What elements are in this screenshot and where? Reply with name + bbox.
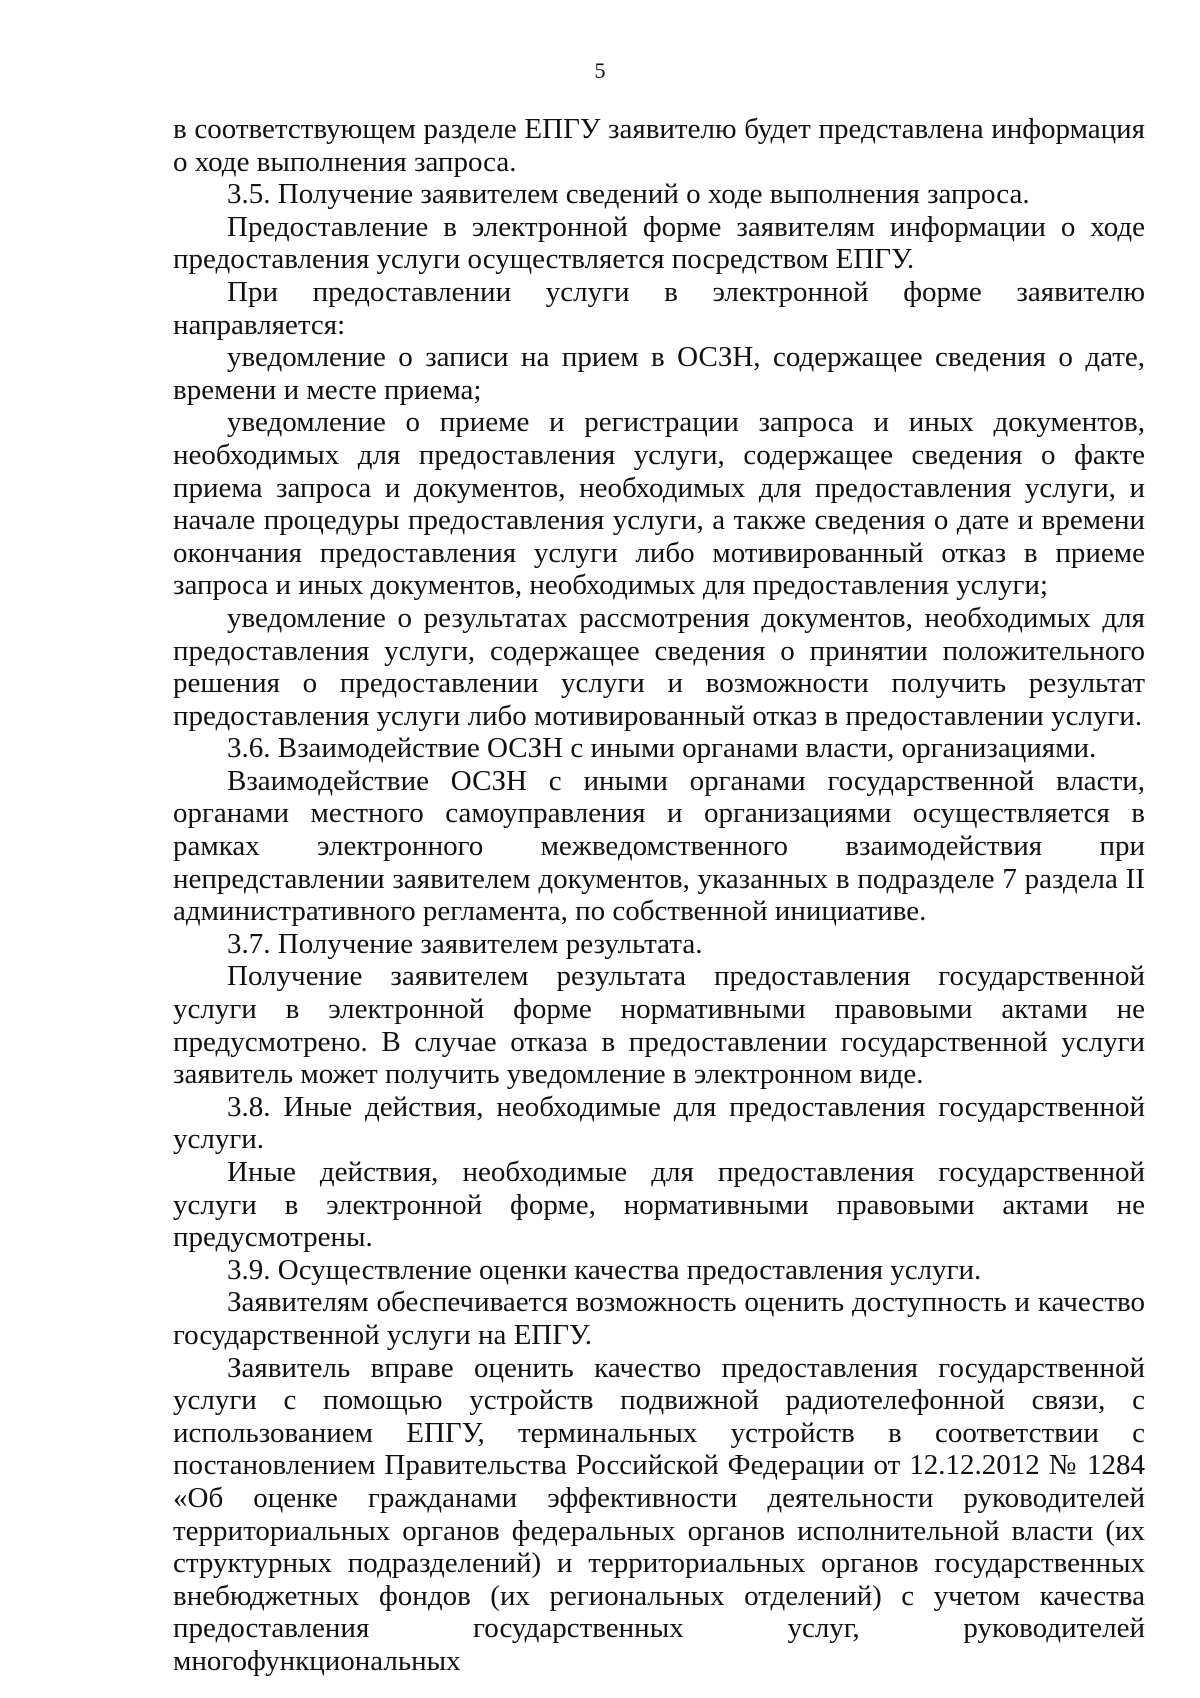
list-item-notification: уведомление о результатах рассмотрения документов, необходимых для предоставления услуги, содержащее сведения о принятии положительного решения о предоставлении услуги и возможности получить результат предоставления услуги либо мотивированный отказ в предоставлении услуги. — [173, 601, 1145, 732]
document-body — [173, 113, 1145, 1678]
paragraph: Заявитель вправе оценить качество предоставления государственной услуги с помощью устройств подвижной радиотелефонной связи, с использованием ЕПГУ, терминальных устройств в соответствии с постановлением Правительства Российской Федерации от 12.12.2012 № 1284 «Об оценке гражданами эффективности деятельности руководителей территориальных органов федеральных органов исполнительной власти (их структурных подразделений) и территориальных органов государственных внебюджетных фондов (их региональных отделений) с учетом качества предоставления государственных услуг, руководителей многофункциональных — [173, 1351, 1145, 1677]
paragraph: Предоставление в электронной форме заявителям информации о ходе предоставления услуги осуществляется посредством ЕПГУ. — [173, 210, 1145, 276]
paragraph: Получение заявителем результата предоставления государственной услуги в электронной форме нормативными правовыми актами не предусмотрено. В случае отказа в предоставлении государственной услуги заявитель может получить уведомление в электронном виде. — [173, 960, 1145, 1091]
section-heading-3-8: 3.8. Иные действия, необходимые для предоставления государственной услуги. — [173, 1090, 1145, 1156]
page-number: 5 — [594, 58, 606, 83]
paragraph: Иные действия, необходимые для предоставления государственной услуги в электронной форме, нормативными правовыми актами не предусмотрены. — [173, 1156, 1145, 1254]
section-heading-3-5: 3.5. Получение заявителем сведений о ходе выполнения запроса. — [227, 178, 1030, 211]
paragraph: При предоставлении услуги в электронной форме заявителю направляется: — [173, 275, 1145, 341]
paragraph: Взаимодействие ОСЗН с иными органами государственной власти, органами местного самоуправления и организациями осуществляется в рамках электронного межведомственного взаимодействия при непредставлении заявителем документов, указанных в подразделе 7 раздела II административного регламента, по собственной инициативе. — [173, 764, 1145, 928]
section-heading-3-7: 3.7. Получение заявителем результата. — [227, 927, 703, 960]
section-heading-3-9: 3.9. Осуществление оценки качества предоставления услуги. — [227, 1253, 982, 1286]
section-heading-3-6: 3.6. Взаимодействие ОСЗН с иными органами власти, организациями. — [227, 732, 1097, 765]
paragraph: Заявителям обеспечивается возможность оценить доступность и качество государственной услуги на ЕПГУ. — [173, 1286, 1145, 1351]
paragraph-continuation: в соответствующем разделе ЕПГУ заявителю будет представлена информация о ходе выполнения запроса. — [173, 113, 1145, 178]
list-item-notification: уведомление о приеме и регистрации запроса и иных документов, необходимых для предоставления услуги, содержащее сведения о факте приема запроса и документов, необходимых для предоставления услуги, и начале процедуры предоставления услуги, а также сведения о дате и времени окончания предоставления услуги либо мотивированный отказ в приеме запроса и иных документов, необходимых для предоставления услуги; — [173, 406, 1145, 602]
list-item-notification: уведомление о записи на прием в ОСЗН, содержащее сведения о дате, времени и месте приема; — [173, 341, 1145, 406]
